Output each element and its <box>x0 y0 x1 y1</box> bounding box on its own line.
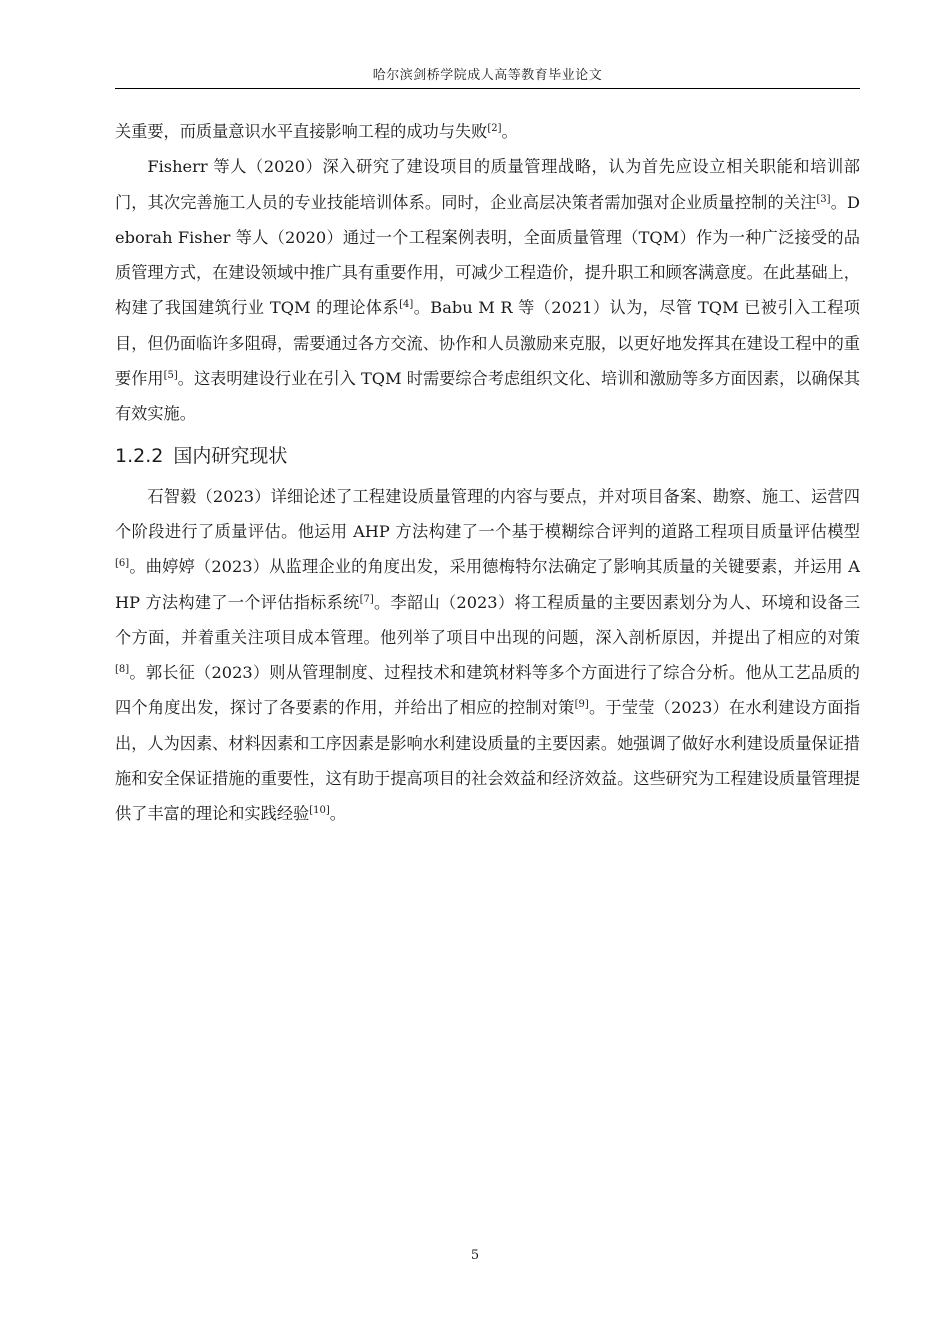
paragraph-text: 。曲婷婷（2023）从监理企业的角度出发，采用德梅特尔法确定了影响其质量的关键要素，并运用 AHP 方法构建了一个评估指标系统 <box>115 557 860 612</box>
paragraph-text: 。 <box>329 804 346 824</box>
section-heading <box>115 437 860 475</box>
body-paragraph-international-research <box>115 149 860 431</box>
citation-marker: [3] <box>816 193 831 205</box>
page-body <box>115 114 860 832</box>
citation-marker: [9] <box>574 699 589 711</box>
paragraph-text: 。郭长征（2023）则从管理制度、过程技术和建筑材料等多个方面进行了综合分析。他从工艺品质的四个角度出发，探讨了各要素的作用，并给出了相应的控制对策 <box>115 663 860 718</box>
paragraph-text: 石智毅（2023）详细论述了工程建设质量管理的内容与要点，并对项目备案、勘察、施工、运营四个阶段进行了质量评估。他运用 AHP 方法构建了一个基于模糊综合评判的道路工程项目质量评估模型 <box>115 486 860 541</box>
body-paragraph-domestic-research <box>115 479 860 832</box>
citation-marker: [5] <box>163 370 178 382</box>
citation-marker: [8] <box>115 664 130 676</box>
paragraph-text: 。李韶山（2023）将工程质量的主要因素划分为人、环境和设备三个方面，并着重关注项目成本管理。他列举了项目中出现的问题，深入剖析原因，并提出了相应的对策 <box>115 592 861 647</box>
body-paragraph-continued <box>115 114 860 149</box>
running-header: 哈尔滨剑桥学院成人高等教育毕业论文 <box>115 64 860 89</box>
citation-marker: [4] <box>399 299 414 311</box>
section-title: 国内研究现状 <box>173 444 288 467</box>
page-number: 5 <box>470 1248 480 1263</box>
paragraph-text: 。Deborah Fisher 等人（2020）通过一个工程案例表明，全面质量管理（TQM）作为一种广泛接受的品质管理方式，在建设领域中推广具有重要作用，可减少工程造价，提升职工和顾客满意度。在此基础上，构建了我国建筑行业 TQM 的理论体系 <box>115 192 860 318</box>
paragraph-text: Fisherr 等人（2020）深入研究了建设项目的质量管理战略，认为首先应设立相关职能和培训部门，其次完善施工人员的专业技能培训体系。同时，企业高层决策者需加强对企业质量控制的关注 <box>115 157 860 212</box>
citation-marker: [7] <box>359 593 374 605</box>
paragraph-text: 关重要，而质量意识水平直接影响工程的成功与失败 <box>115 122 488 141</box>
citation-marker: [2] <box>487 123 502 134</box>
citation-marker: [10] <box>309 805 330 817</box>
section-number: 1.2.2 <box>115 444 164 467</box>
paragraph-text: 。Babu M R 等（2021）认为，尽管 TQM 已被引入工程项目，但仍面临许多阻碍，需要通过各方交流、协作和人员激励来克服，以更好地发挥其在建设工程中的重要作用 <box>115 298 860 389</box>
paragraph-text: 。于莹莹（2023）在水利建设方面指出，人为因素、材料因素和工序因素是影响水利建设质量的主要因素。她强调了做好水利建设质量保证措施和安全保证措施的重要性，这有助于提高项目的社会效益和经济效益。这些研究为工程建设质量管理提供了丰富的理论和实践经验 <box>115 698 861 824</box>
paragraph-text: 。 <box>501 122 518 141</box>
citation-marker: [6] <box>115 558 130 570</box>
paragraph-text: 。这表明建设行业在引入 TQM 时需要综合考虑组织文化、培训和激励等多方面因素，以确保其有效实施。 <box>115 369 861 424</box>
